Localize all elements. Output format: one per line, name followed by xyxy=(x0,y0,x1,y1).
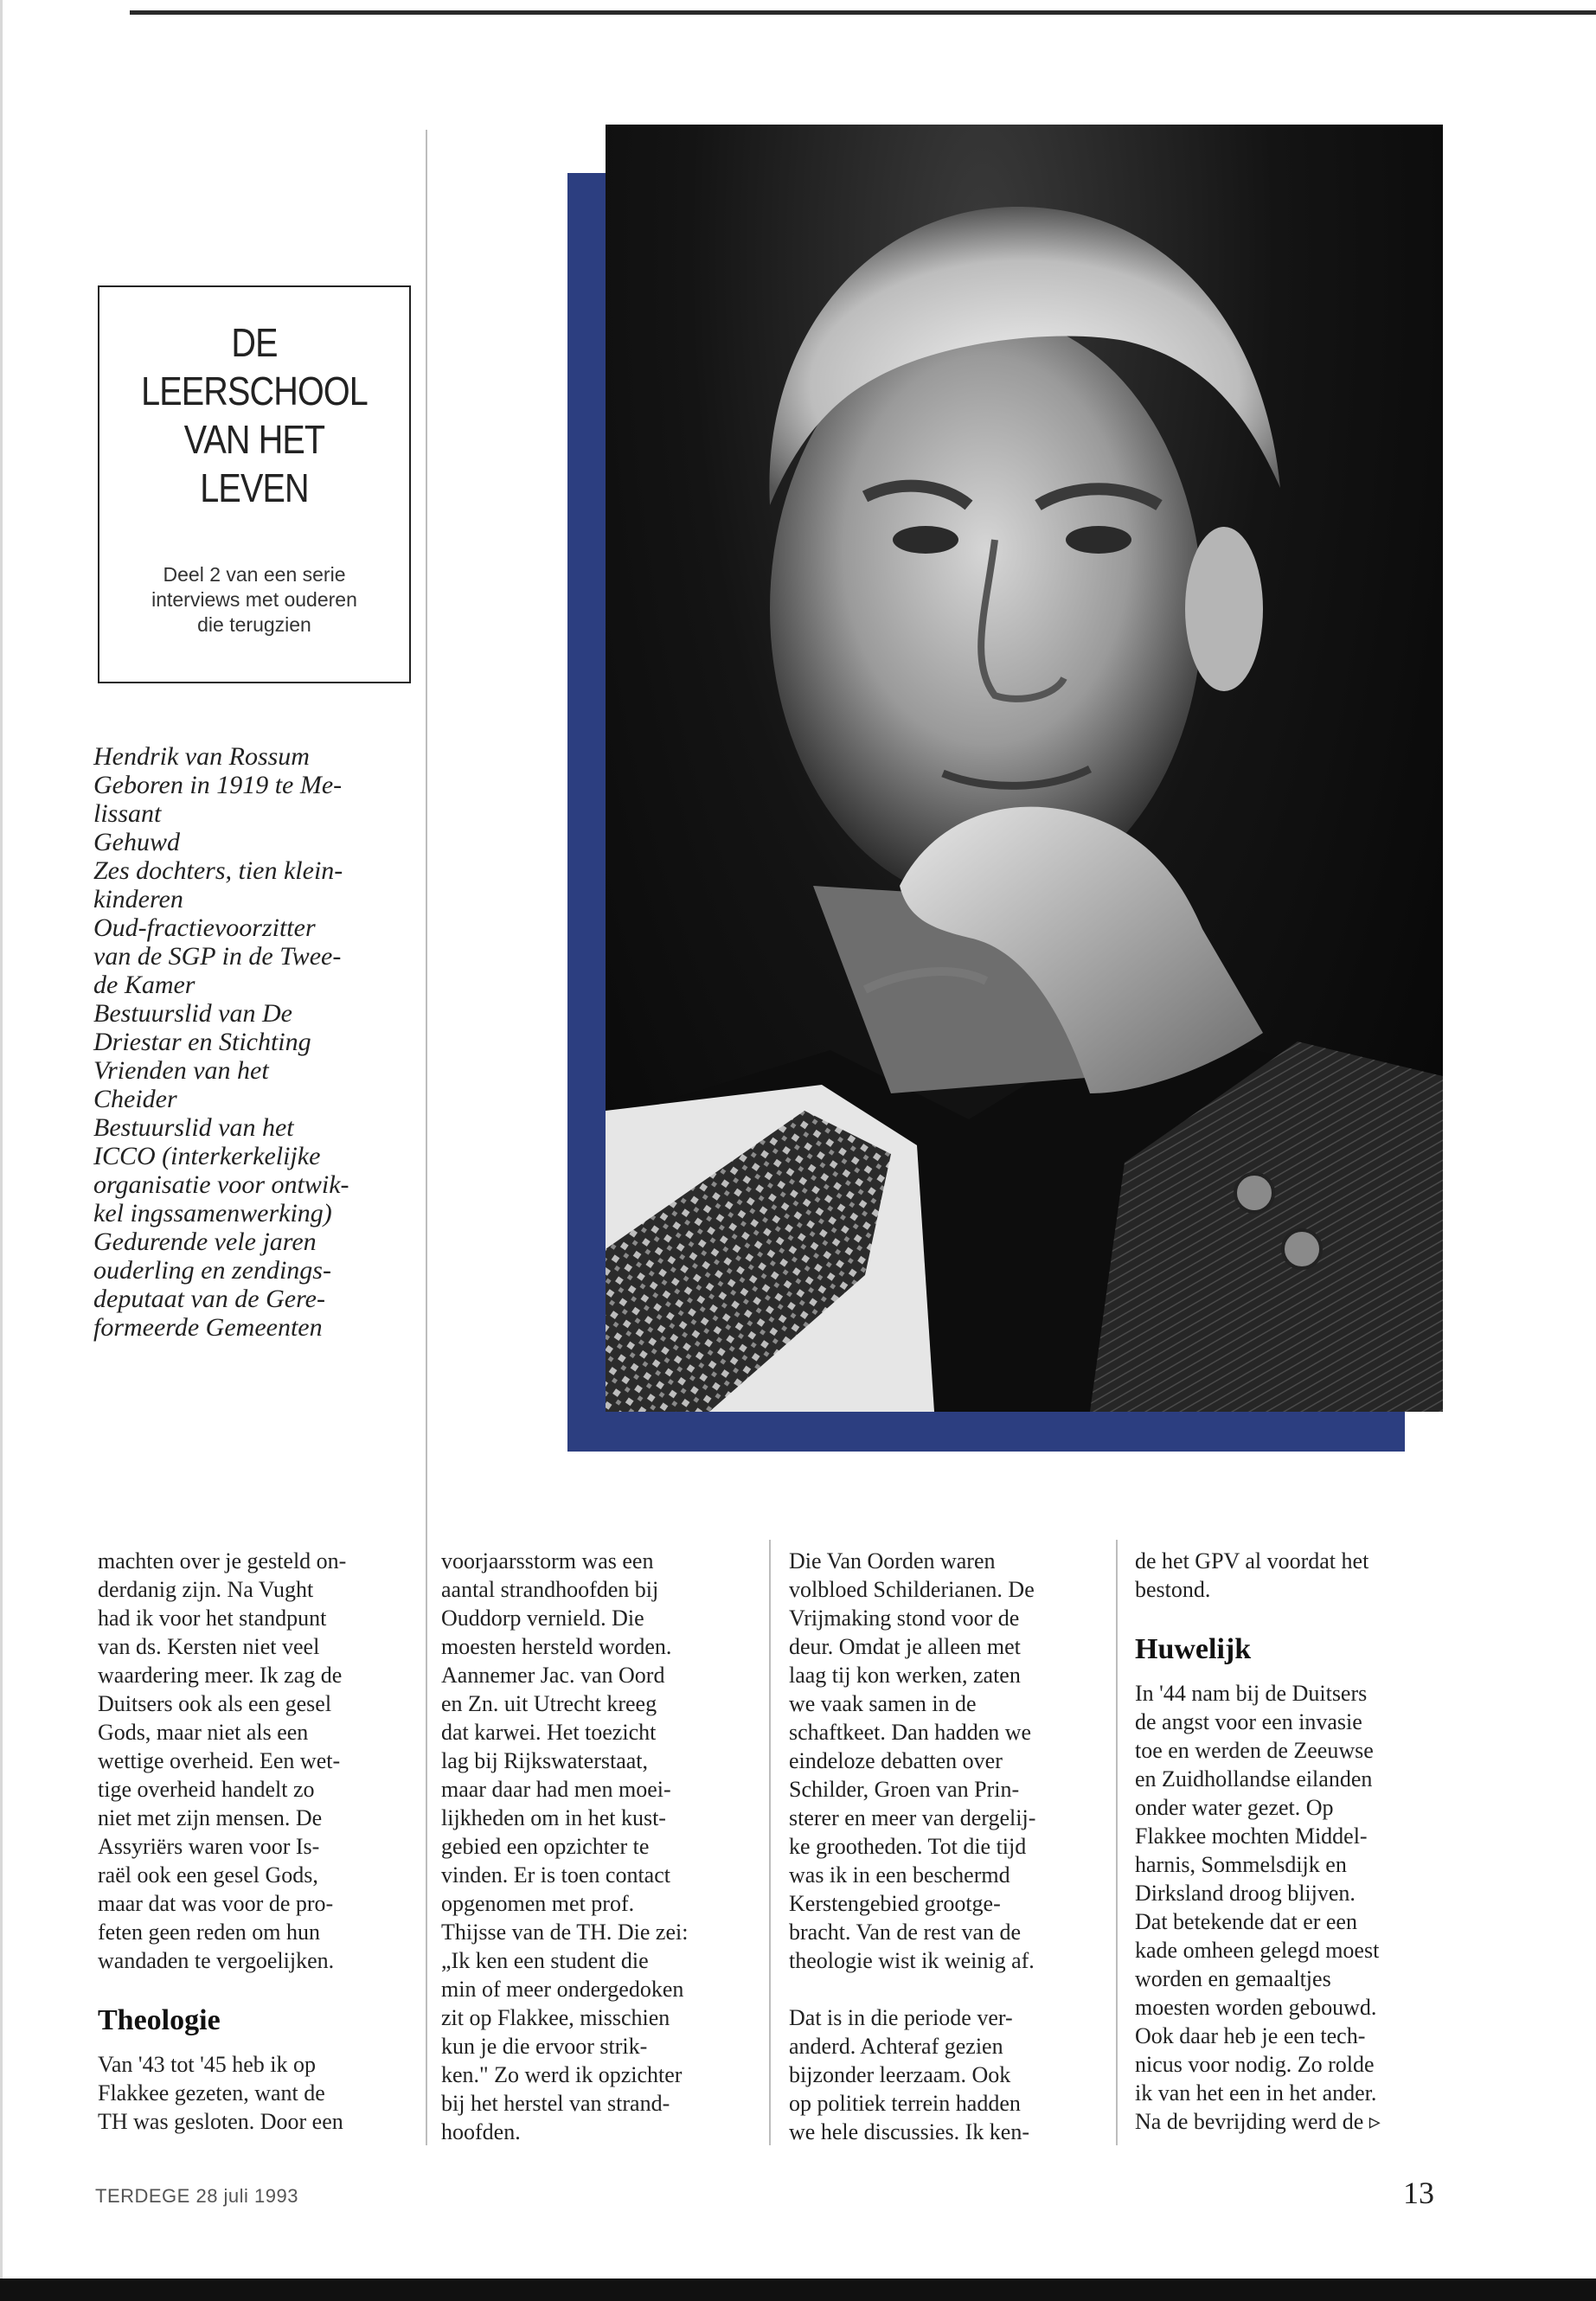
text-line: vinden. Er is toen contact xyxy=(441,1862,670,1888)
bottom-band xyxy=(0,2279,1596,2301)
bio-line: Bestuurslid van het xyxy=(93,1113,294,1142)
text-line: Schilder, Groen van Prin- xyxy=(789,1777,1020,1802)
bio-line: kinderen xyxy=(93,885,183,913)
text-line: nicus voor nodig. Zo rolde xyxy=(1135,2052,1375,2077)
text-line: Die Van Oorden waren xyxy=(789,1548,996,1574)
text-line: kade omheen gelegd moest xyxy=(1135,1938,1380,1963)
text-line: Ook daar heb je een tech- xyxy=(1135,2023,1366,2048)
button-shape xyxy=(1235,1174,1273,1212)
text-line: Kerstengebied grootge- xyxy=(789,1891,1001,1916)
text-line: sterer en meer van dergelij- xyxy=(789,1805,1036,1830)
bio-line: Gedurende vele jaren xyxy=(93,1227,317,1256)
portrait-photo xyxy=(606,125,1443,1412)
button-shape xyxy=(1283,1230,1321,1268)
bio-line: Cheider xyxy=(93,1085,177,1113)
text-line: en Zuidhollandse eilanden xyxy=(1135,1766,1373,1791)
text-line: was ik in een beschermd xyxy=(789,1862,1010,1888)
text-line: raël ook een gesel Gods, xyxy=(98,1862,318,1888)
text-line: Thijsse van de TH. Die zei: xyxy=(441,1920,689,1945)
text-line: hoofden. xyxy=(441,2119,521,2144)
portrait-illustration xyxy=(606,125,1443,1412)
bio-line: formeerde Gemeenten xyxy=(93,1313,323,1342)
ear-shape xyxy=(1185,527,1263,691)
text-line: Vrijmaking stond voor de xyxy=(789,1606,1020,1631)
page-number: 13 xyxy=(1403,2176,1434,2210)
text-line: schaftkeet. Dan hadden we xyxy=(789,1720,1032,1745)
text-line: deur. Omdat je alleen met xyxy=(789,1634,1021,1659)
text-line: wandaden te vergoelijken. xyxy=(98,1948,335,1973)
text-line: van ds. Kersten niet veel xyxy=(98,1634,320,1659)
text-line: kun je die ervoor strik- xyxy=(441,2034,648,2059)
bio-line: organisatie voor ontwik- xyxy=(93,1170,349,1199)
text-line: feten geen reden om hun xyxy=(98,1920,321,1945)
text-line: voorjaarsstorm was een xyxy=(441,1548,654,1574)
bio-line: Geboren in 1919 te Me- xyxy=(93,771,343,799)
text-line: bijzonder leerzaam. Ook xyxy=(789,2062,1011,2087)
bio-line: Zes dochters, tien klein- xyxy=(93,856,343,885)
eye-shape xyxy=(1066,526,1131,554)
text-line: theologie wist ik weinig af. xyxy=(789,1948,1035,1973)
text-line: de het GPV al voordat het xyxy=(1135,1548,1369,1574)
bio-line: ouderling en zendings- xyxy=(93,1256,331,1285)
series-title-line: VAN HET xyxy=(183,417,325,462)
article-column-1 xyxy=(98,1547,346,2136)
text-line: we vaak samen in de xyxy=(789,1691,977,1716)
column-rule xyxy=(426,130,427,2145)
section-heading-huwelijk: Huwelijk xyxy=(1135,1633,1252,1665)
text-line: worden en gemaaltjes xyxy=(1135,1966,1331,1991)
text-line: Duitsers ook als een gesel xyxy=(98,1691,332,1716)
top-rule xyxy=(130,10,1596,15)
text-line: Dat is in die periode ver- xyxy=(789,2005,1013,2030)
bio-line: deputaat van de Gere- xyxy=(93,1285,325,1313)
text-line: harnis, Sommelsdijk en xyxy=(1135,1852,1347,1877)
bio-line: Bestuurslid van De xyxy=(93,999,292,1028)
bio-line: Gehuwd xyxy=(93,828,180,856)
text-line: we hele discussies. Ik ken- xyxy=(789,2119,1029,2144)
text-line: Dat betekende dat er een xyxy=(1135,1909,1357,1934)
text-line: wettige overheid. Een wet- xyxy=(98,1748,341,1773)
bio-line: van de SGP in de Twee- xyxy=(93,942,342,971)
text-line: gebied een opzichter te xyxy=(441,1834,650,1859)
text-line: en Zn. uit Utrecht kreeg xyxy=(441,1691,657,1716)
text-line: Van '43 tot '45 heb ik op xyxy=(98,2052,317,2077)
text-line: lag bij Rijkswaterstaat, xyxy=(441,1748,649,1773)
series-subtitle-line: interviews met ouderen xyxy=(151,588,357,611)
bio-line: ICCO (interkerkelijke xyxy=(93,1142,321,1170)
text-line: Flakkee gezeten, want de xyxy=(98,2080,325,2106)
bio-line: kel ingssamenwerking) xyxy=(93,1199,332,1227)
series-subtitle-line: Deel 2 van een serie xyxy=(163,563,346,586)
text-line: lijkheden om in het kust- xyxy=(441,1805,666,1830)
text-line: bij het herstel van strand- xyxy=(441,2091,670,2116)
bio-block xyxy=(93,742,418,1342)
series-subtitle xyxy=(115,562,394,638)
article-column-2 xyxy=(441,1547,688,2146)
article-column-3 xyxy=(789,1547,1035,2146)
bio-line: lissant xyxy=(93,799,162,828)
text-line: had ik voor het standpunt xyxy=(98,1606,327,1631)
text-line: moesten hersteld worden. xyxy=(441,1634,672,1659)
series-title-box xyxy=(98,285,411,683)
text-line: laag tij kon werken, zaten xyxy=(789,1663,1021,1688)
series-title xyxy=(129,318,381,512)
text-line: derdanig zijn. Na Vught xyxy=(98,1577,314,1602)
text-line: onder water gezet. Op xyxy=(1135,1795,1334,1820)
text-line: Ouddorp vernield. Die xyxy=(441,1606,644,1631)
text-line: niet met zijn mensen. De xyxy=(98,1805,323,1830)
text-line: aantal strandhoofden bij xyxy=(441,1577,659,1602)
series-title-line: LEERSCHOOL xyxy=(141,369,368,413)
text-line: maar dat was voor de pro- xyxy=(98,1891,334,1916)
text-line: Dirksland droog blijven. xyxy=(1135,1881,1356,1906)
text-line: machten over je gesteld on- xyxy=(98,1548,347,1574)
text-line: volbloed Schilderianen. De xyxy=(789,1577,1035,1602)
magazine-footer: TERDEGE 28 juli 1993 xyxy=(95,2185,298,2207)
text-line: op politiek terrein hadden xyxy=(789,2091,1021,2116)
bio-line: de Kamer xyxy=(93,971,195,999)
text-line: Assyriërs waren voor Is- xyxy=(98,1834,320,1859)
text-line: min of meer ondergedoken xyxy=(441,1977,684,2002)
text-line: moesten worden gebouwd. xyxy=(1135,1995,1377,2020)
text-line: opgenomen met prof. xyxy=(441,1891,635,1916)
series-title-line: LEVEN xyxy=(200,465,309,510)
text-line: maar daar had men moei- xyxy=(441,1777,671,1802)
text-line: dat karwei. Het toezicht xyxy=(441,1720,657,1745)
text-line: ke grootheden. Tot die tijd xyxy=(789,1834,1027,1859)
column-rule xyxy=(1116,1540,1118,2145)
text-line: tige overheid handelt zo xyxy=(98,1777,315,1802)
text-line: de angst voor een invasie xyxy=(1135,1709,1362,1734)
text-line: TH was gesloten. Door een xyxy=(98,2109,343,2134)
text-line: bracht. Van de rest van de xyxy=(789,1920,1022,1945)
text-line: anderd. Achteraf gezien xyxy=(789,2034,1003,2059)
bio-line: Vrienden van het xyxy=(93,1056,269,1085)
page-edge xyxy=(0,0,3,2301)
article-column-4 xyxy=(1135,1547,1381,2136)
text-line: ken." Zo werd ik opzichter xyxy=(441,2062,683,2087)
text-line: Flakkee mochten Middel- xyxy=(1135,1823,1368,1849)
text-line: Aannemer Jac. van Oord xyxy=(441,1663,665,1688)
series-title-line: DE xyxy=(231,320,278,365)
bio-line: Driestar en Stichting xyxy=(93,1028,311,1056)
text-line: zit op Flakkee, misschien xyxy=(441,2005,670,2030)
text-line: toe en werden de Zeeuwse xyxy=(1135,1738,1374,1763)
text-line: ik van het een in het ander. xyxy=(1135,2080,1377,2106)
bio-line: Hendrik van Rossum xyxy=(93,742,310,771)
text-line: In '44 nam bij de Duitsers xyxy=(1135,1681,1368,1706)
text-line: eindeloze debatten over xyxy=(789,1748,1003,1773)
series-subtitle-line: die terugzien xyxy=(197,613,311,636)
section-heading-theologie: Theologie xyxy=(98,2004,221,2036)
text-line: waardering meer. Ik zag de xyxy=(98,1663,343,1688)
column-rule xyxy=(769,1540,771,2145)
eye-shape xyxy=(893,526,958,554)
bio-line: Oud-fractievoorzitter xyxy=(93,913,316,942)
text-line: Gods, maar niet als een xyxy=(98,1720,309,1745)
text-line: Na de bevrijding werd de ▹ xyxy=(1135,2109,1381,2134)
text-line: „Ik ken een student die xyxy=(441,1948,649,1973)
text-line: bestond. xyxy=(1135,1577,1211,1602)
